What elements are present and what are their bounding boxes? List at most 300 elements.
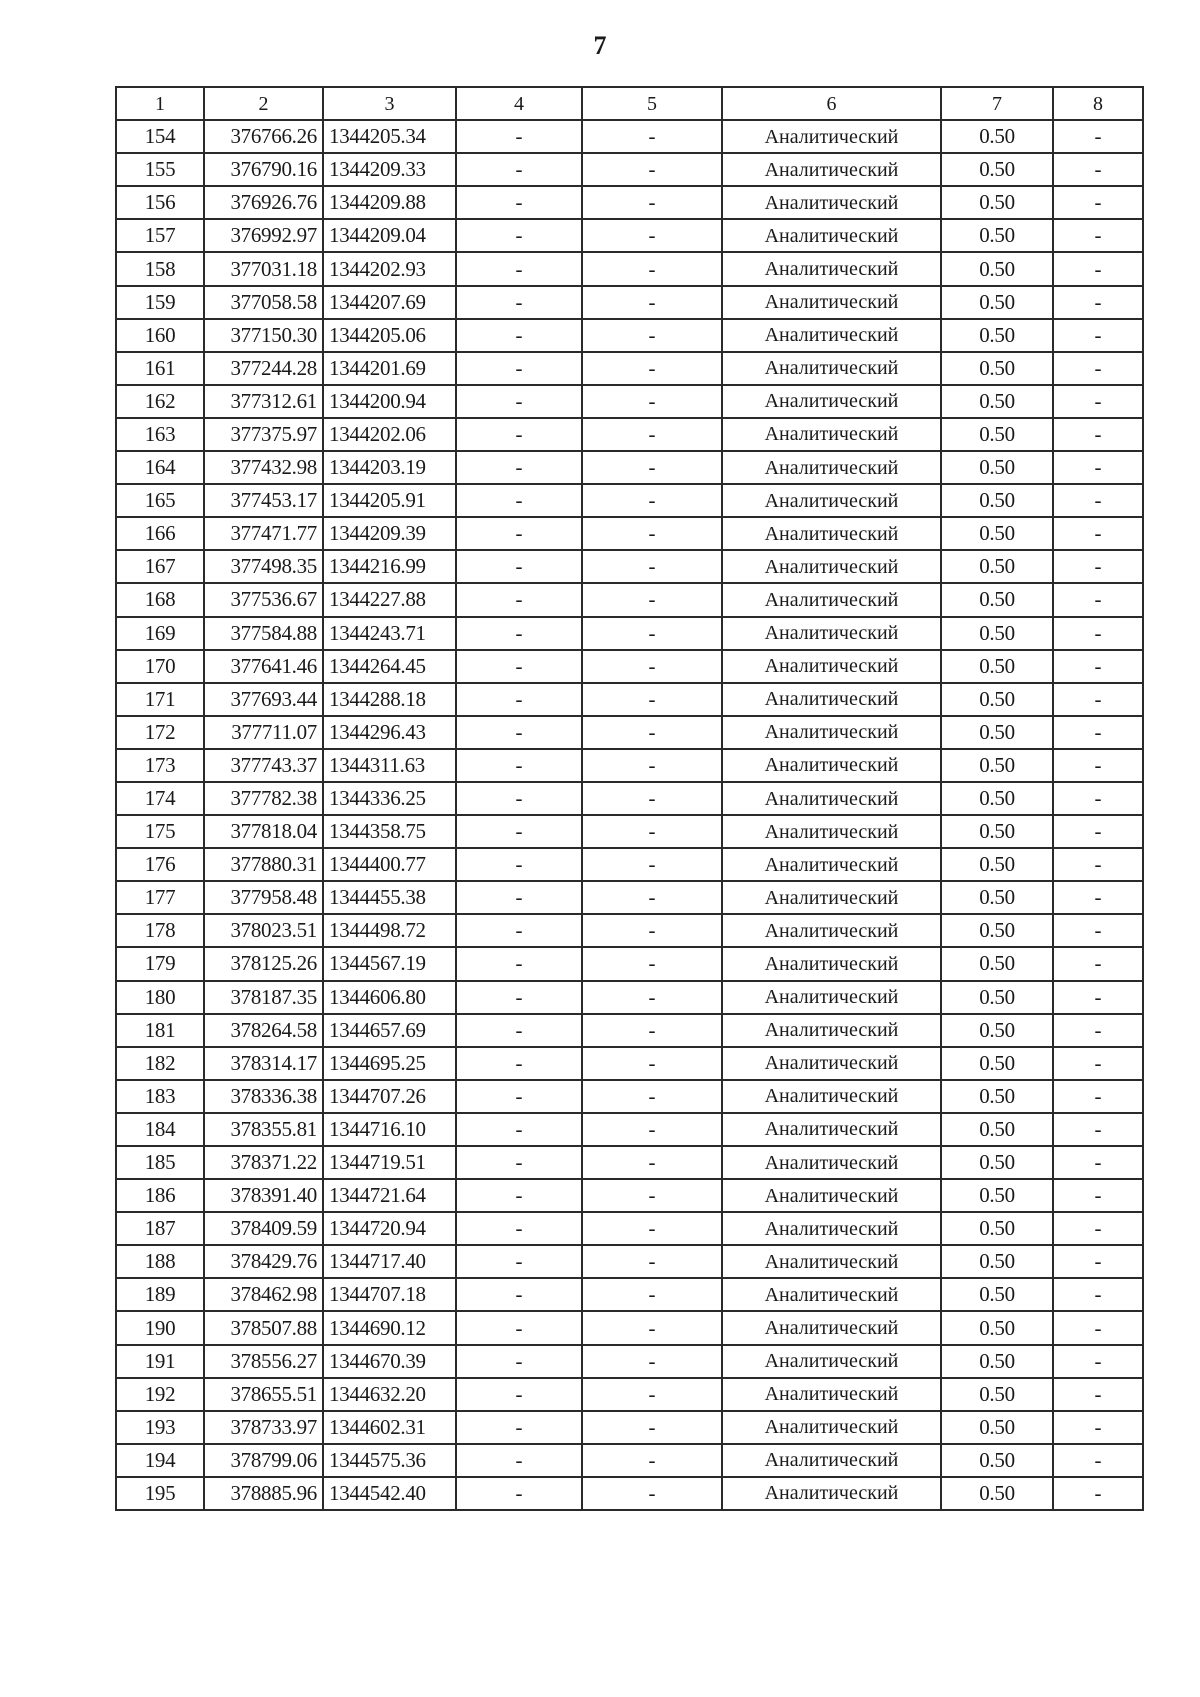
- column-5-cell: -: [582, 286, 722, 319]
- table-row: [116, 1477, 1143, 1510]
- column-8-cell: -: [1053, 286, 1143, 319]
- column-5-cell: -: [582, 385, 722, 418]
- y-coordinate-cell: 1344670.39: [323, 1345, 456, 1378]
- y-coordinate-cell: 1344632.20: [323, 1378, 456, 1411]
- column-4-cell: -: [456, 947, 582, 980]
- x-coordinate-cell: 377743.37: [204, 749, 323, 782]
- column-8-cell: -: [1053, 1411, 1143, 1444]
- point-number-cell: 193: [116, 1411, 204, 1444]
- column-5-cell: -: [582, 1278, 722, 1311]
- column-5-cell: -: [582, 219, 722, 252]
- column-5-cell: -: [582, 881, 722, 914]
- x-coordinate-cell: 377498.35: [204, 550, 323, 583]
- y-coordinate-cell: 1344657.69: [323, 1014, 456, 1047]
- column-4-cell: -: [456, 120, 582, 153]
- column-8-cell: -: [1053, 1378, 1143, 1411]
- column-8-cell: -: [1053, 352, 1143, 385]
- column-4-cell: -: [456, 219, 582, 252]
- x-coordinate-cell: 377584.88: [204, 617, 323, 650]
- column-5-cell: -: [582, 1047, 722, 1080]
- column-4-cell: -: [456, 153, 582, 186]
- table-row: [116, 1278, 1143, 1311]
- x-coordinate-cell: 377693.44: [204, 683, 323, 716]
- table-row: [116, 451, 1143, 484]
- column-8-cell: -: [1053, 1047, 1143, 1080]
- column-4-cell: -: [456, 1477, 582, 1510]
- x-coordinate-cell: 378371.22: [204, 1146, 323, 1179]
- point-number-cell: 173: [116, 749, 204, 782]
- y-coordinate-cell: 1344575.36: [323, 1444, 456, 1477]
- x-coordinate-cell: 377880.31: [204, 848, 323, 881]
- method-cell: Аналитический: [722, 1179, 941, 1212]
- y-coordinate-cell: 1344716.10: [323, 1113, 456, 1146]
- column-header-1: 1: [116, 87, 204, 120]
- y-coordinate-cell: 1344202.06: [323, 418, 456, 451]
- point-number-cell: 181: [116, 1014, 204, 1047]
- point-number-cell: 158: [116, 252, 204, 285]
- column-4-cell: -: [456, 1411, 582, 1444]
- point-number-cell: 188: [116, 1245, 204, 1278]
- column-4-cell: -: [456, 1080, 582, 1113]
- method-cell: Аналитический: [722, 1278, 941, 1311]
- column-5-cell: -: [582, 120, 722, 153]
- table-row: [116, 120, 1143, 153]
- column-5-cell: -: [582, 252, 722, 285]
- point-number-cell: 180: [116, 981, 204, 1014]
- coordinates-table: [115, 86, 1144, 1511]
- table-row: [116, 186, 1143, 219]
- column-5-cell: -: [582, 352, 722, 385]
- table-body: [116, 120, 1143, 1510]
- point-number-cell: 167: [116, 550, 204, 583]
- accuracy-cell: 0.50: [941, 186, 1053, 219]
- x-coordinate-cell: 377641.46: [204, 650, 323, 683]
- y-coordinate-cell: 1344201.69: [323, 352, 456, 385]
- column-4-cell: -: [456, 683, 582, 716]
- point-number-cell: 183: [116, 1080, 204, 1113]
- table-row: [116, 815, 1143, 848]
- table-header-row: [116, 87, 1143, 120]
- y-coordinate-cell: 1344227.88: [323, 583, 456, 616]
- y-coordinate-cell: 1344209.33: [323, 153, 456, 186]
- column-5-cell: -: [582, 153, 722, 186]
- accuracy-cell: 0.50: [941, 1245, 1053, 1278]
- point-number-cell: 182: [116, 1047, 204, 1080]
- y-coordinate-cell: 1344209.04: [323, 219, 456, 252]
- point-number-cell: 157: [116, 219, 204, 252]
- y-coordinate-cell: 1344358.75: [323, 815, 456, 848]
- table-row: [116, 848, 1143, 881]
- x-coordinate-cell: 377312.61: [204, 385, 323, 418]
- column-5-cell: -: [582, 1444, 722, 1477]
- table-row: [116, 1146, 1143, 1179]
- column-4-cell: -: [456, 1311, 582, 1344]
- column-8-cell: -: [1053, 1212, 1143, 1245]
- x-coordinate-cell: 378391.40: [204, 1179, 323, 1212]
- y-coordinate-cell: 1344606.80: [323, 981, 456, 1014]
- y-coordinate-cell: 1344719.51: [323, 1146, 456, 1179]
- accuracy-cell: 0.50: [941, 517, 1053, 550]
- method-cell: Аналитический: [722, 1245, 941, 1278]
- table-row: [116, 1014, 1143, 1047]
- y-coordinate-cell: 1344243.71: [323, 617, 456, 650]
- method-cell: Аналитический: [722, 1311, 941, 1344]
- method-cell: Аналитический: [722, 352, 941, 385]
- method-cell: Аналитический: [722, 319, 941, 352]
- method-cell: Аналитический: [722, 947, 941, 980]
- column-header-3: 3: [323, 87, 456, 120]
- column-5-cell: -: [582, 782, 722, 815]
- x-coordinate-cell: 378556.27: [204, 1345, 323, 1378]
- y-coordinate-cell: 1344216.99: [323, 550, 456, 583]
- column-5-cell: -: [582, 1378, 722, 1411]
- accuracy-cell: 0.50: [941, 848, 1053, 881]
- column-8-cell: -: [1053, 153, 1143, 186]
- method-cell: Аналитический: [722, 617, 941, 650]
- x-coordinate-cell: 377958.48: [204, 881, 323, 914]
- y-coordinate-cell: 1344209.88: [323, 186, 456, 219]
- column-8-cell: -: [1053, 1113, 1143, 1146]
- column-8-cell: -: [1053, 385, 1143, 418]
- y-coordinate-cell: 1344455.38: [323, 881, 456, 914]
- table-row: [116, 1245, 1143, 1278]
- column-5-cell: -: [582, 914, 722, 947]
- column-8-cell: -: [1053, 749, 1143, 782]
- column-5-cell: -: [582, 683, 722, 716]
- method-cell: Аналитический: [722, 1113, 941, 1146]
- x-coordinate-cell: 377711.07: [204, 716, 323, 749]
- method-cell: Аналитический: [722, 1047, 941, 1080]
- x-coordinate-cell: 376766.26: [204, 120, 323, 153]
- column-8-cell: -: [1053, 683, 1143, 716]
- x-coordinate-cell: 378023.51: [204, 914, 323, 947]
- column-4-cell: -: [456, 617, 582, 650]
- column-8-cell: -: [1053, 418, 1143, 451]
- x-coordinate-cell: 378355.81: [204, 1113, 323, 1146]
- table-row: [116, 1378, 1143, 1411]
- point-number-cell: 175: [116, 815, 204, 848]
- method-cell: Аналитический: [722, 749, 941, 782]
- method-cell: Аналитический: [722, 683, 941, 716]
- table-row: [116, 1212, 1143, 1245]
- point-number-cell: 168: [116, 583, 204, 616]
- point-number-cell: 159: [116, 286, 204, 319]
- accuracy-cell: 0.50: [941, 252, 1053, 285]
- column-4-cell: -: [456, 286, 582, 319]
- method-cell: Аналитический: [722, 716, 941, 749]
- column-5-cell: -: [582, 186, 722, 219]
- y-coordinate-cell: 1344207.69: [323, 286, 456, 319]
- point-number-cell: 187: [116, 1212, 204, 1245]
- column-4-cell: -: [456, 1444, 582, 1477]
- column-4-cell: -: [456, 881, 582, 914]
- x-coordinate-cell: 377471.77: [204, 517, 323, 550]
- column-5-cell: -: [582, 517, 722, 550]
- column-5-cell: -: [582, 319, 722, 352]
- table-row: [116, 1080, 1143, 1113]
- method-cell: Аналитический: [722, 286, 941, 319]
- column-8-cell: -: [1053, 583, 1143, 616]
- column-5-cell: -: [582, 583, 722, 616]
- column-8-cell: -: [1053, 782, 1143, 815]
- page-number: 7: [593, 31, 607, 60]
- x-coordinate-cell: 378429.76: [204, 1245, 323, 1278]
- table-row: [116, 914, 1143, 947]
- x-coordinate-cell: 376790.16: [204, 153, 323, 186]
- column-4-cell: -: [456, 319, 582, 352]
- accuracy-cell: 0.50: [941, 1080, 1053, 1113]
- column-8-cell: -: [1053, 716, 1143, 749]
- method-cell: Аналитический: [722, 550, 941, 583]
- column-8-cell: -: [1053, 1146, 1143, 1179]
- y-coordinate-cell: 1344707.26: [323, 1080, 456, 1113]
- point-number-cell: 195: [116, 1477, 204, 1510]
- accuracy-cell: 0.50: [941, 815, 1053, 848]
- column-8-cell: -: [1053, 1345, 1143, 1378]
- table-row: [116, 1311, 1143, 1344]
- column-4-cell: -: [456, 815, 582, 848]
- table-row: [116, 1444, 1143, 1477]
- x-coordinate-cell: 378733.97: [204, 1411, 323, 1444]
- method-cell: Аналитический: [722, 1378, 941, 1411]
- accuracy-cell: 0.50: [941, 1378, 1053, 1411]
- column-header-6: 6: [722, 87, 941, 120]
- point-number-cell: 171: [116, 683, 204, 716]
- column-8-cell: -: [1053, 1477, 1143, 1510]
- x-coordinate-cell: 378462.98: [204, 1278, 323, 1311]
- column-5-cell: -: [582, 650, 722, 683]
- method-cell: Аналитический: [722, 120, 941, 153]
- table-row: [116, 1113, 1143, 1146]
- column-8-cell: -: [1053, 252, 1143, 285]
- x-coordinate-cell: 377432.98: [204, 451, 323, 484]
- column-4-cell: -: [456, 352, 582, 385]
- y-coordinate-cell: 1344288.18: [323, 683, 456, 716]
- method-cell: Аналитический: [722, 1080, 941, 1113]
- y-coordinate-cell: 1344311.63: [323, 749, 456, 782]
- column-5-cell: -: [582, 1212, 722, 1245]
- column-5-cell: -: [582, 484, 722, 517]
- method-cell: Аналитический: [722, 815, 941, 848]
- method-cell: Аналитический: [722, 1146, 941, 1179]
- y-coordinate-cell: 1344690.12: [323, 1311, 456, 1344]
- y-coordinate-cell: 1344200.94: [323, 385, 456, 418]
- point-number-cell: 160: [116, 319, 204, 352]
- column-4-cell: -: [456, 583, 582, 616]
- column-8-cell: -: [1053, 848, 1143, 881]
- point-number-cell: 163: [116, 418, 204, 451]
- accuracy-cell: 0.50: [941, 1047, 1053, 1080]
- x-coordinate-cell: 377453.17: [204, 484, 323, 517]
- accuracy-cell: 0.50: [941, 947, 1053, 980]
- column-header-2: 2: [204, 87, 323, 120]
- column-5-cell: -: [582, 1477, 722, 1510]
- column-4-cell: -: [456, 1278, 582, 1311]
- accuracy-cell: 0.50: [941, 981, 1053, 1014]
- point-number-cell: 172: [116, 716, 204, 749]
- point-number-cell: 154: [116, 120, 204, 153]
- x-coordinate-cell: 378336.38: [204, 1080, 323, 1113]
- accuracy-cell: 0.50: [941, 319, 1053, 352]
- accuracy-cell: 0.50: [941, 683, 1053, 716]
- accuracy-cell: 0.50: [941, 352, 1053, 385]
- column-4-cell: -: [456, 252, 582, 285]
- column-8-cell: -: [1053, 120, 1143, 153]
- column-4-cell: -: [456, 550, 582, 583]
- y-coordinate-cell: 1344202.93: [323, 252, 456, 285]
- method-cell: Аналитический: [722, 153, 941, 186]
- accuracy-cell: 0.50: [941, 914, 1053, 947]
- column-4-cell: -: [456, 782, 582, 815]
- column-5-cell: -: [582, 418, 722, 451]
- accuracy-cell: 0.50: [941, 583, 1053, 616]
- accuracy-cell: 0.50: [941, 550, 1053, 583]
- accuracy-cell: 0.50: [941, 782, 1053, 815]
- column-4-cell: -: [456, 1179, 582, 1212]
- column-4-cell: -: [456, 1212, 582, 1245]
- method-cell: Аналитический: [722, 782, 941, 815]
- column-5-cell: -: [582, 1245, 722, 1278]
- column-header-8: 8: [1053, 87, 1143, 120]
- point-number-cell: 165: [116, 484, 204, 517]
- accuracy-cell: 0.50: [941, 385, 1053, 418]
- column-4-cell: -: [456, 1146, 582, 1179]
- column-4-cell: -: [456, 517, 582, 550]
- column-4-cell: -: [456, 1245, 582, 1278]
- x-coordinate-cell: 378314.17: [204, 1047, 323, 1080]
- method-cell: Аналитический: [722, 1477, 941, 1510]
- y-coordinate-cell: 1344720.94: [323, 1212, 456, 1245]
- table-row: [116, 583, 1143, 616]
- table-row: [116, 947, 1143, 980]
- accuracy-cell: 0.50: [941, 286, 1053, 319]
- x-coordinate-cell: 377782.38: [204, 782, 323, 815]
- table-row: [116, 617, 1143, 650]
- column-4-cell: -: [456, 716, 582, 749]
- column-header-7: 7: [941, 87, 1053, 120]
- column-8-cell: -: [1053, 451, 1143, 484]
- method-cell: Аналитический: [722, 914, 941, 947]
- column-8-cell: -: [1053, 947, 1143, 980]
- column-5-cell: -: [582, 1113, 722, 1146]
- column-5-cell: -: [582, 716, 722, 749]
- column-5-cell: -: [582, 981, 722, 1014]
- column-8-cell: -: [1053, 319, 1143, 352]
- y-coordinate-cell: 1344707.18: [323, 1278, 456, 1311]
- table-row: [116, 153, 1143, 186]
- point-number-cell: 162: [116, 385, 204, 418]
- accuracy-cell: 0.50: [941, 1278, 1053, 1311]
- column-8-cell: -: [1053, 1179, 1143, 1212]
- accuracy-cell: 0.50: [941, 1212, 1053, 1245]
- column-5-cell: -: [582, 1014, 722, 1047]
- method-cell: Аналитический: [722, 385, 941, 418]
- column-8-cell: -: [1053, 484, 1143, 517]
- column-4-cell: -: [456, 1047, 582, 1080]
- column-5-cell: -: [582, 1411, 722, 1444]
- y-coordinate-cell: 1344205.91: [323, 484, 456, 517]
- column-8-cell: -: [1053, 1245, 1143, 1278]
- column-4-cell: -: [456, 749, 582, 782]
- method-cell: Аналитический: [722, 981, 941, 1014]
- y-coordinate-cell: 1344296.43: [323, 716, 456, 749]
- column-8-cell: -: [1053, 650, 1143, 683]
- x-coordinate-cell: 378655.51: [204, 1378, 323, 1411]
- point-number-cell: 174: [116, 782, 204, 815]
- table-row: [116, 749, 1143, 782]
- table-row: [116, 650, 1143, 683]
- y-coordinate-cell: 1344400.77: [323, 848, 456, 881]
- method-cell: Аналитический: [722, 219, 941, 252]
- table-row: [116, 981, 1143, 1014]
- point-number-cell: 169: [116, 617, 204, 650]
- method-cell: Аналитический: [722, 517, 941, 550]
- accuracy-cell: 0.50: [941, 219, 1053, 252]
- accuracy-cell: 0.50: [941, 418, 1053, 451]
- y-coordinate-cell: 1344567.19: [323, 947, 456, 980]
- method-cell: Аналитический: [722, 881, 941, 914]
- accuracy-cell: 0.50: [941, 749, 1053, 782]
- point-number-cell: 191: [116, 1345, 204, 1378]
- accuracy-cell: 0.50: [941, 1345, 1053, 1378]
- method-cell: Аналитический: [722, 848, 941, 881]
- x-coordinate-cell: 377536.67: [204, 583, 323, 616]
- column-4-cell: -: [456, 981, 582, 1014]
- point-number-cell: 184: [116, 1113, 204, 1146]
- column-8-cell: -: [1053, 617, 1143, 650]
- table-row: [116, 286, 1143, 319]
- accuracy-cell: 0.50: [941, 1477, 1053, 1510]
- method-cell: Аналитический: [722, 1014, 941, 1047]
- method-cell: Аналитический: [722, 451, 941, 484]
- column-5-cell: -: [582, 848, 722, 881]
- column-8-cell: -: [1053, 550, 1143, 583]
- column-8-cell: -: [1053, 219, 1143, 252]
- column-5-cell: -: [582, 1345, 722, 1378]
- method-cell: Аналитический: [722, 1444, 941, 1477]
- method-cell: Аналитический: [722, 1345, 941, 1378]
- table-row: [116, 418, 1143, 451]
- accuracy-cell: 0.50: [941, 881, 1053, 914]
- column-4-cell: -: [456, 484, 582, 517]
- accuracy-cell: 0.50: [941, 1014, 1053, 1047]
- column-4-cell: -: [456, 418, 582, 451]
- x-coordinate-cell: 377375.97: [204, 418, 323, 451]
- column-4-cell: -: [456, 385, 582, 418]
- point-number-cell: 161: [116, 352, 204, 385]
- y-coordinate-cell: 1344205.34: [323, 120, 456, 153]
- y-coordinate-cell: 1344209.39: [323, 517, 456, 550]
- column-8-cell: -: [1053, 981, 1143, 1014]
- point-number-cell: 164: [116, 451, 204, 484]
- accuracy-cell: 0.50: [941, 484, 1053, 517]
- point-number-cell: 189: [116, 1278, 204, 1311]
- column-5-cell: -: [582, 1080, 722, 1113]
- y-coordinate-cell: 1344721.64: [323, 1179, 456, 1212]
- column-8-cell: -: [1053, 1311, 1143, 1344]
- point-number-cell: 166: [116, 517, 204, 550]
- column-8-cell: -: [1053, 1014, 1143, 1047]
- table-row: [116, 319, 1143, 352]
- method-cell: Аналитический: [722, 484, 941, 517]
- point-number-cell: 190: [116, 1311, 204, 1344]
- accuracy-cell: 0.50: [941, 650, 1053, 683]
- x-coordinate-cell: 378885.96: [204, 1477, 323, 1510]
- point-number-cell: 179: [116, 947, 204, 980]
- table-row: [116, 683, 1143, 716]
- x-coordinate-cell: 377150.30: [204, 319, 323, 352]
- table-row: [116, 352, 1143, 385]
